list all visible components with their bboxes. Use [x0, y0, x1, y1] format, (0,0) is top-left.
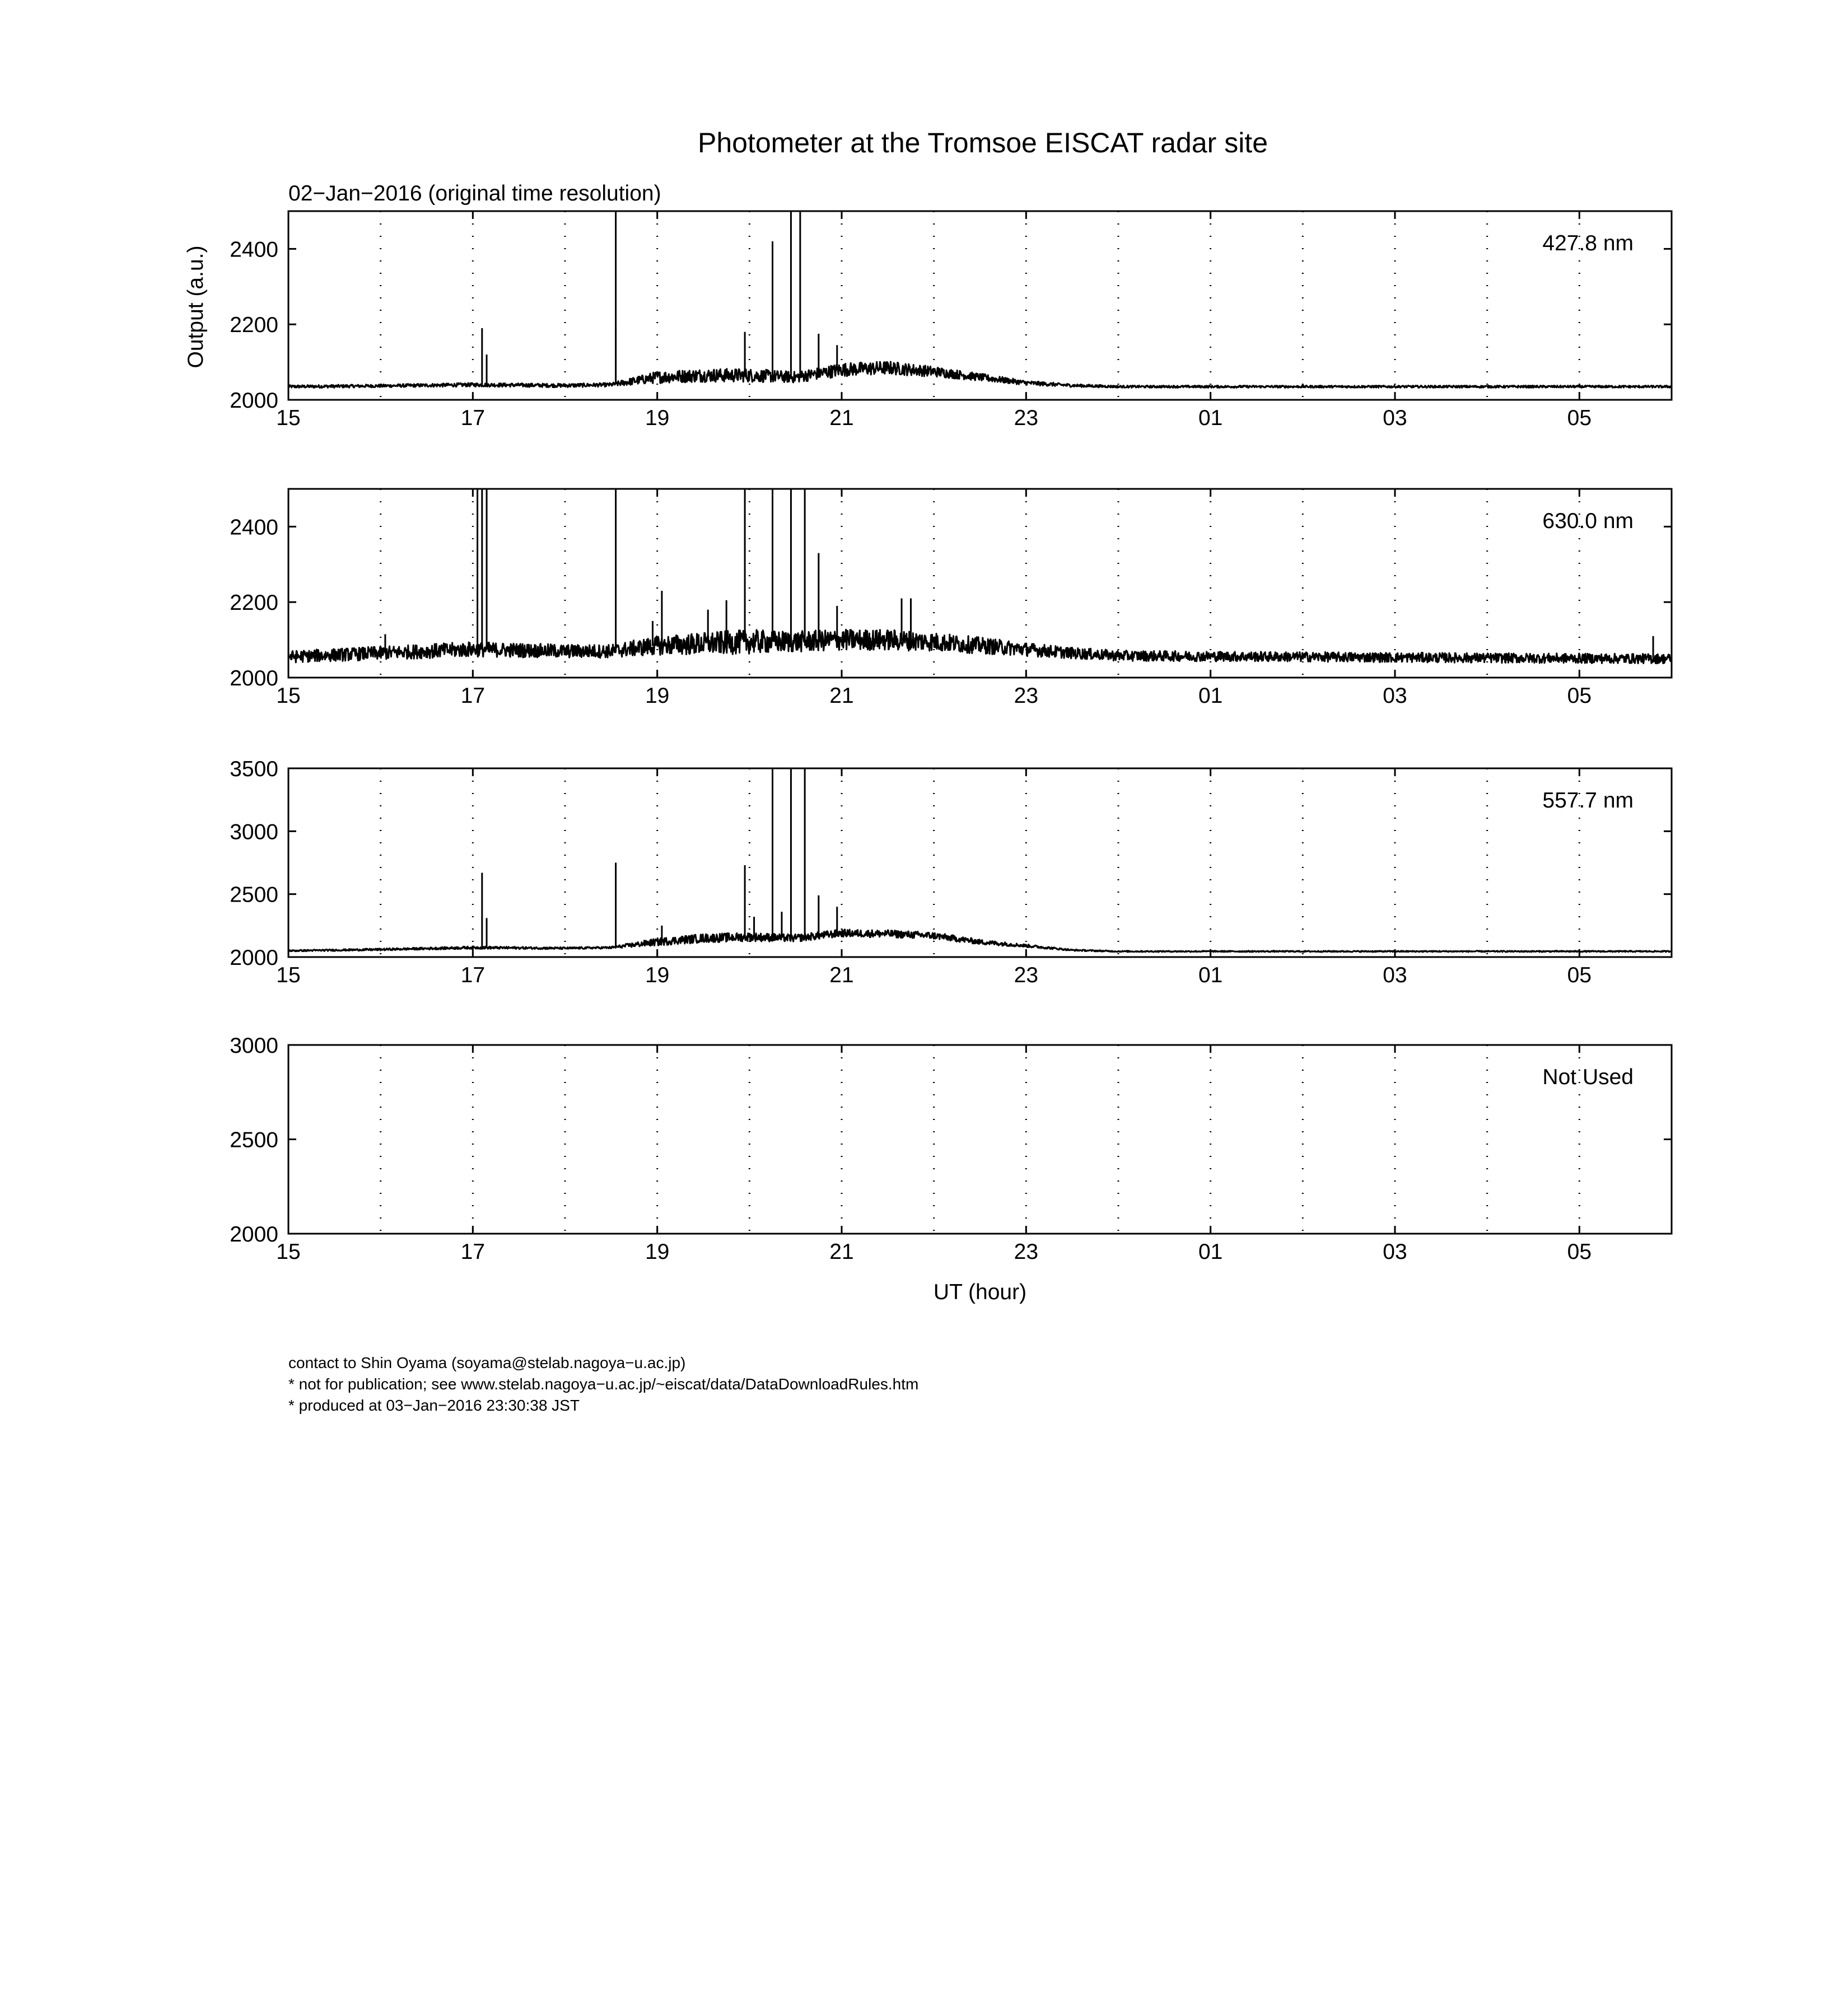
footer [288, 1352, 918, 1416]
x-tick-label: 01 [1198, 406, 1223, 430]
x-tick-label: 21 [829, 1240, 854, 1264]
x-tick-label: 15 [276, 684, 301, 708]
x-tick-label: 21 [829, 406, 854, 430]
x-tick-label: 23 [1014, 963, 1039, 987]
figure-subtitle: 02−Jan−2016 (original time resolution) [288, 181, 661, 206]
x-tick-label: 05 [1567, 1240, 1592, 1264]
panel-wavelength-label: Not Used [1542, 1065, 1634, 1089]
y-tick-label: 2200 [230, 591, 278, 615]
x-tick-label: 03 [1383, 963, 1407, 987]
footer-contact: contact to Shin Oyama (soyama@stelab.nagoya−u.ac.jp) [288, 1354, 686, 1371]
x-tick-label: 17 [460, 963, 486, 987]
x-tick-label: 21 [829, 684, 854, 708]
figure-title: Photometer at the Tromsoe EISCAT radar site [697, 127, 1268, 158]
x-tick-label: 21 [829, 963, 854, 987]
x-tick-label: 17 [460, 406, 486, 430]
x-tick-label: 15 [276, 1240, 301, 1264]
x-tick-label: 05 [1567, 963, 1592, 987]
y-tick-label: 3000 [230, 820, 278, 844]
x-tick-label: 03 [1383, 1240, 1407, 1264]
y-tick-label: 2000 [230, 1222, 278, 1247]
panel-wavelength-label: 427.8 nm [1542, 231, 1634, 255]
x-tick-label: 01 [1198, 963, 1223, 987]
x-tick-label: 01 [1198, 1240, 1223, 1264]
footer-produced: * produced at 03−Jan−2016 23:30:38 JST [288, 1397, 580, 1414]
x-tick-label: 03 [1383, 684, 1407, 708]
x-tick-label: 03 [1383, 406, 1407, 430]
x-axis-label: UT (hour) [933, 1280, 1027, 1304]
footer-notice: * not for publication; see www.stelab.nagoya−u.ac.jp/~eiscat/data/DataDownloadRules.htm [288, 1375, 919, 1393]
y-tick-label: 2500 [230, 1128, 278, 1152]
x-tick-label: 17 [460, 684, 486, 708]
x-tick-label: 05 [1567, 684, 1592, 708]
y-tick-label: 2000 [230, 946, 278, 970]
y-tick-label: 3000 [230, 1034, 278, 1058]
x-tick-label: 15 [276, 406, 301, 430]
x-tick-label: 17 [460, 1240, 486, 1264]
y-tick-label: 2000 [230, 666, 278, 690]
x-tick-label: 19 [645, 1240, 670, 1264]
y-tick-label: 3500 [230, 757, 278, 781]
x-tick-label: 05 [1567, 406, 1592, 430]
y-tick-label: 2400 [230, 237, 278, 262]
x-tick-label: 23 [1014, 1240, 1039, 1264]
y-axis-label: Output (a.u.) [184, 245, 208, 368]
x-tick-label: 19 [645, 406, 670, 430]
x-tick-label: 01 [1198, 684, 1223, 708]
y-tick-label: 2500 [230, 883, 278, 907]
x-tick-label: 19 [645, 684, 670, 708]
y-tick-label: 2000 [230, 389, 278, 413]
y-tick-label: 2200 [230, 313, 278, 338]
y-tick-label: 2400 [230, 515, 278, 540]
x-tick-label: 15 [276, 963, 301, 987]
panel-wavelength-label: 557.7 nm [1542, 788, 1634, 813]
x-tick-label: 23 [1014, 406, 1039, 430]
x-tick-label: 19 [645, 963, 670, 987]
panel-wavelength-label: 630.0 nm [1542, 509, 1634, 533]
x-tick-label: 23 [1014, 684, 1039, 708]
